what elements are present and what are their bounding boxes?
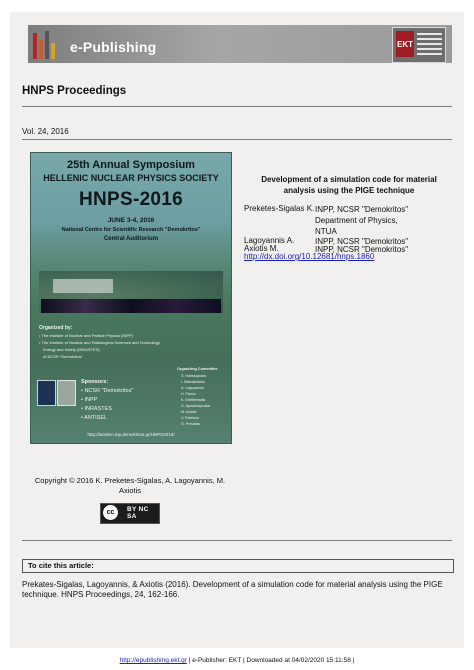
- committee-member: M. Axiotis: [181, 410, 197, 414]
- series-title: HNPS Proceedings: [22, 85, 127, 97]
- footer-text: | e-Publisher: EKT | Downloaded at 04/02/2020 15:11:58 |: [186, 657, 355, 664]
- organizer-line: • The Institute of Nuclear and Particle Physics (INPP): [39, 333, 134, 338]
- cover-title: HNPS-2016: [78, 189, 184, 210]
- committee-member: G. Apostolopoulos: [181, 404, 211, 408]
- cover-line: JUNE 3-4, 2016: [107, 217, 155, 224]
- epublishing-link[interactable]: http://epublishing.ekt.gr: [119, 657, 187, 664]
- organizer-line: Energy and Safety (INRASTES): [43, 347, 100, 352]
- organizer-line: of NCSR "Demokritos": [43, 354, 83, 359]
- epublishing-logo-icon: [33, 29, 63, 59]
- cite-label: To cite this article:: [28, 561, 94, 570]
- logo-text: e-Publishing: [70, 39, 157, 55]
- sponsor-item: • INPP: [81, 397, 98, 403]
- copyright-notice: [30, 476, 230, 496]
- epublishing-banner: [28, 25, 452, 63]
- badge-icon: [37, 380, 56, 406]
- affiliation-line: NTUA: [315, 227, 337, 236]
- author-name: Axiotis M.: [244, 244, 279, 253]
- ekt-logo: [392, 27, 446, 63]
- cover-line: 25th Annual Symposium: [67, 159, 195, 171]
- divider: [22, 139, 452, 140]
- divider: [22, 106, 452, 107]
- conference-cover-image: [30, 152, 232, 444]
- article-title-line: analysis using the PIGE technique: [283, 186, 415, 195]
- committee-member: G. Provatas: [181, 422, 200, 426]
- affiliation-line: Department of Physics,: [315, 216, 398, 225]
- sponsor-item: • NCSR "Demokritos": [81, 388, 134, 394]
- committee-member: V. Foteinou: [181, 416, 200, 420]
- committee-member: I. Stamatelatos: [181, 380, 205, 384]
- author-name: Preketes-Sigalas K.: [244, 204, 315, 213]
- campus-building: [53, 279, 113, 293]
- organizer-line: • The Institute of Nuclear and Radiological Sciences and Technology,: [39, 340, 161, 345]
- copyright-line: Copyright © 2016 K. Preketes-Sigalas, A. Lagoyannis, M.: [34, 476, 226, 485]
- license-label: BY NC SA: [127, 506, 149, 520]
- ekt-mark: EKT: [396, 31, 414, 57]
- committee-label: Organizing Committee: [177, 367, 218, 371]
- committee-member: K. Eleftheriadis: [181, 398, 206, 402]
- citation-text: Prekates-Sigalas, Lagoyannis, & Axiotis (2016). Development of a simulation code for material analysis using the PIGE technique. HNPS Proceedings, 24, 162-166.: [22, 580, 443, 599]
- divider: [22, 540, 452, 541]
- cite-box: [22, 559, 454, 573]
- footer: [0, 657, 474, 664]
- author-name: Lagoyannis A.: [244, 236, 295, 245]
- committee-member: S. Harissopulos: [181, 374, 207, 378]
- affiliation-line: INPP, NCSR "Demokritos": [315, 245, 409, 254]
- committee-member: H. Florou: [181, 392, 196, 396]
- article-title-line: Development of a simulation code for material: [261, 175, 437, 184]
- cover-line: National Centre for Scientific Research "Demokritos": [61, 227, 201, 233]
- copyright-line: Axiotis: [118, 486, 142, 495]
- cover-line: Central Auditorium: [103, 236, 159, 242]
- cover-url: http://tandem.inp.demokritos.gr/HNPS2016/: [87, 432, 175, 437]
- organized-by-label: Organized by:: [39, 325, 73, 331]
- doi-link[interactable]: http://dx.doi.org/10.12681/hnps.1860: [244, 252, 375, 261]
- affiliation-line: INPP, NCSR "Demokritos": [315, 237, 409, 246]
- author-affiliation: [315, 204, 408, 237]
- cover-line: HELLENIC NUCLEAR PHYSICS SOCIETY: [43, 173, 219, 183]
- creative-commons-license-badge[interactable]: [100, 503, 160, 524]
- article-title: [244, 174, 454, 196]
- sponsor-item: • INRASTES: [81, 406, 112, 412]
- cc-icon: cc: [103, 505, 118, 520]
- sponsors-label: Sponsors:: [81, 379, 109, 385]
- volume: Vol. 24, 2016: [22, 127, 69, 136]
- nuclear-images-strip: [41, 299, 221, 313]
- portrait-icon: [57, 380, 76, 406]
- affiliation-line: INPP, NCSR "Demokritos": [315, 205, 409, 214]
- committee-member: A. Lagoyannis: [181, 386, 204, 390]
- ekt-wordmark-icon: [417, 33, 442, 58]
- sponsor-item: • ANTISEL: [81, 415, 108, 421]
